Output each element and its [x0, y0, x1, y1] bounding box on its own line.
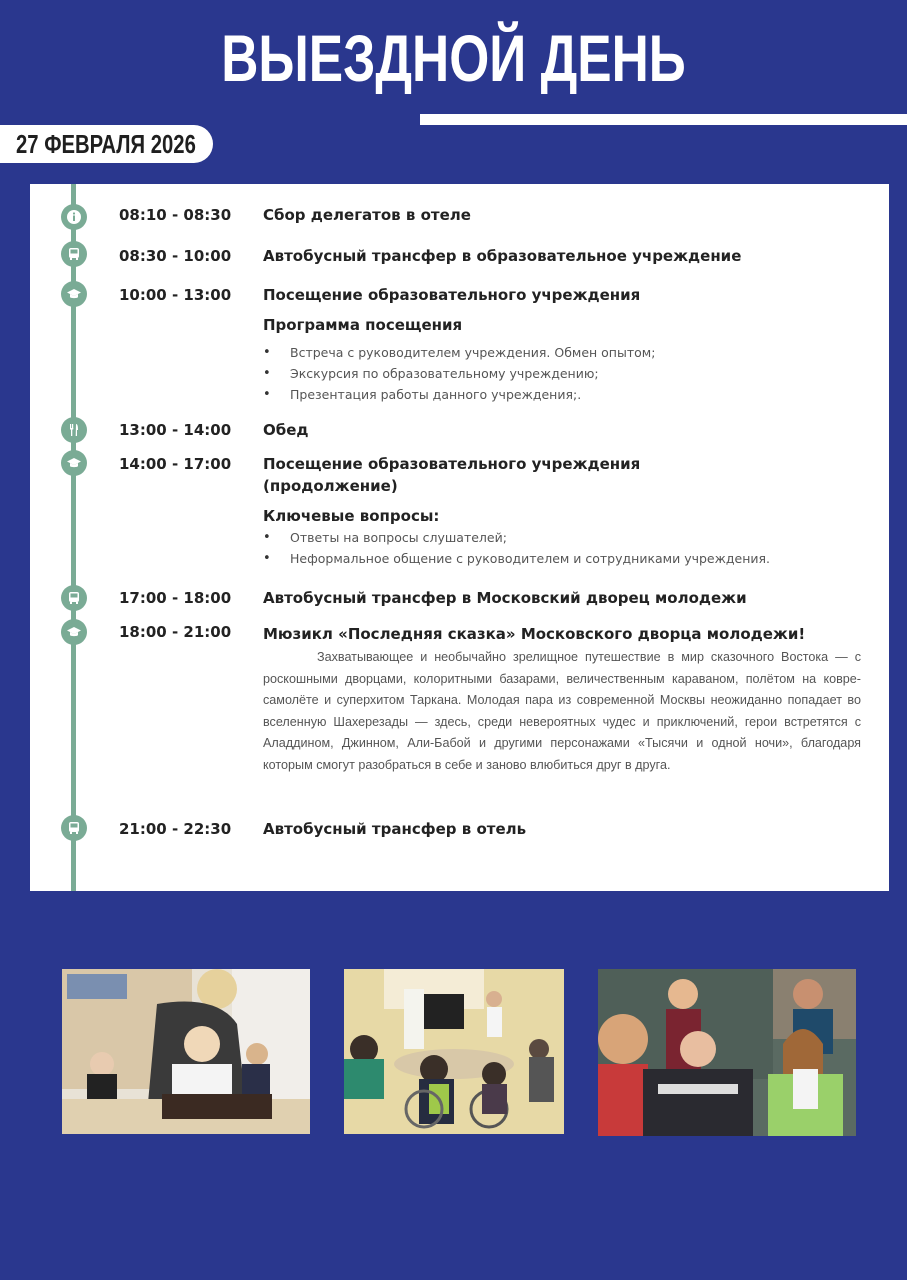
- schedule-time: 18:00 - 21:00: [119, 623, 232, 641]
- schedule-time: 21:00 - 22:30: [119, 820, 232, 838]
- bus-icon: [61, 815, 87, 841]
- list-item: • Ответы на вопросы слушателей;: [263, 527, 770, 548]
- graduation-cap-icon: [61, 619, 87, 645]
- schedule-title: Посещение образовательного учреждения: [263, 455, 641, 473]
- schedule-time: 13:00 - 14:00: [119, 421, 232, 439]
- schedule-title: Автобусный трансфер в Московский дворец молодежи: [263, 589, 747, 607]
- bullet-list: [263, 342, 655, 405]
- schedule-time: 14:00 - 17:00: [119, 455, 232, 473]
- date-badge: [0, 125, 213, 163]
- bullet-list: [263, 527, 770, 569]
- list-item: • Встреча с руководителем учреждения. Обмен опытом;: [263, 342, 655, 363]
- info-icon: [61, 204, 87, 230]
- list-item: • Презентация работы данного учреждения;.: [263, 384, 655, 405]
- photo-students-talking: [598, 969, 856, 1136]
- date-label: 27 ФЕВРАЛЯ 2026: [16, 128, 196, 159]
- schedule-title-continued: (продолжение): [263, 477, 398, 495]
- schedule-title: Автобусный трансфер в образовательное учреждение: [263, 247, 742, 265]
- event-description: Захватывающее и необычайно зрелищное путешествие в мир сказочного Востока — с роскошными дворцами, колоритными базарами, величественным караваном, полётом на ковре-самолёте и суперхитом Таркана. Молодая пара из современной Москвы неожиданно попадает во вселенную Шахерезады — здесь, среди невероятных чудес и приключений, герои встретятся с Аладдином, Джинном, Али-Бабой и другими персонажами «Тысячи и одной ночи», благодаря которым смогут разобраться в себе и заново влюбиться друг в друга.: [263, 650, 861, 772]
- schedule-subtitle: Ключевые вопросы:: [263, 507, 440, 525]
- schedule-time: 08:30 - 10:00: [119, 247, 232, 265]
- schedule-time: 08:10 - 08:30: [119, 206, 232, 224]
- schedule-time: 17:00 - 18:00: [119, 589, 232, 607]
- schedule-title: Сбор делегатов в отеле: [263, 206, 471, 224]
- photo-classroom-wheelchairs: [344, 969, 564, 1134]
- schedule-title: Посещение образовательного учреждения: [263, 286, 641, 304]
- bus-icon: [61, 585, 87, 611]
- schedule-title: Мюзикл «Последняя сказка» Московского дворца молодежи!: [263, 625, 806, 643]
- page-title: ВЫЕЗДНОЙ ДЕНЬ: [221, 21, 686, 95]
- title-divider: [420, 114, 907, 125]
- schedule-time: 10:00 - 13:00: [119, 286, 232, 304]
- list-item: • Неформальное общение с руководителем и сотрудниками учреждения.: [263, 548, 770, 569]
- graduation-cap-icon: [61, 281, 87, 307]
- bus-icon: [61, 241, 87, 267]
- fork-knife-icon: [61, 417, 87, 443]
- photo-teacher-with-students: [62, 969, 310, 1134]
- schedule-subtitle: Программа посещения: [263, 316, 463, 334]
- schedule-title: Автобусный трансфер в отель: [263, 820, 527, 838]
- list-item: • Экскурсия по образовательному учреждению;: [263, 363, 655, 384]
- graduation-cap-icon: [61, 450, 87, 476]
- schedule-title: Обед: [263, 421, 309, 439]
